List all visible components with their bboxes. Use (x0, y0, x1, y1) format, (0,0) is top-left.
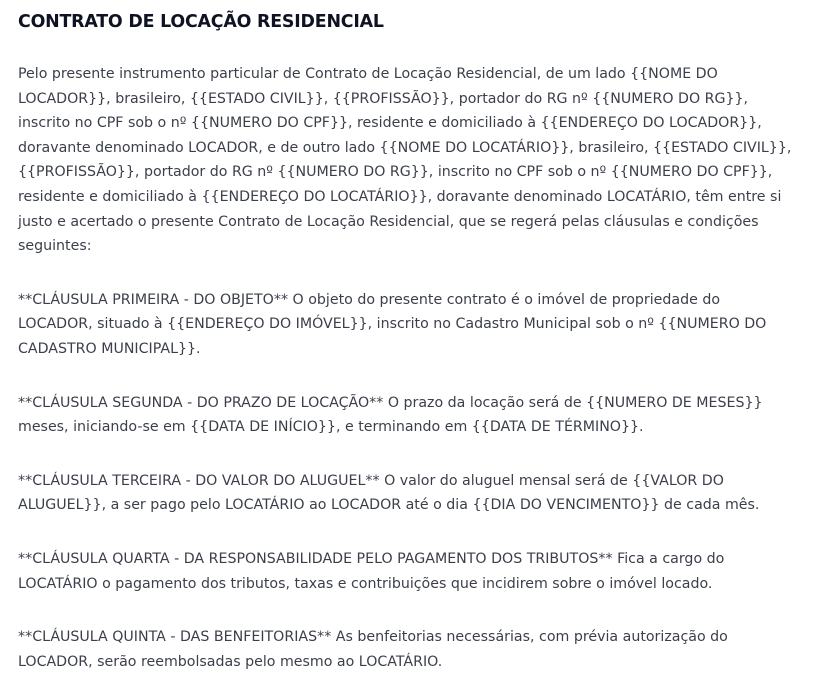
clause-quinta: **CLÁUSULA QUINTA - DAS BENFEITORIAS** As benfeitorias necessárias, com prévia autorização do LOCADOR, serão reembolsadas pelo mesmo ao LOCATÁRIO. (18, 629, 728, 670)
document-body (18, 8, 794, 674)
clause-terceira: **CLÁUSULA TERCEIRA - DO VALOR DO ALUGUEL** O valor do aluguel mensal será de {{VALOR DO ALUGUEL}}, a ser pago pelo LOCATÁRIO ao LOCADOR até o dia {{DIA DO VENCIMENTO}} de cada mês. (18, 472, 760, 514)
clause-segunda: **CLÁUSULA SEGUNDA - DO PRAZO DE LOCAÇÃO** O prazo da locação será de {{NUMERO DE MESES}} meses, iniciando-se em {{DATA DE INÍCIO}}, e terminando em {{DATA DE TÉRMINO}}. (18, 394, 763, 436)
clause-quarta: **CLÁUSULA QUARTA - DA RESPONSABILIDADE PELO PAGAMENTO DOS TRIBUTOS** Fica a cargo do LOCATÁRIO o pagamento dos tributos, taxas e contribuições que incidirem sobre o imóvel locado. (18, 550, 725, 592)
document-title: CONTRATO DE LOCAÇÃO RESIDENCIAL (18, 12, 384, 32)
clause-primeira: **CLÁUSULA PRIMEIRA - DO OBJETO** O objeto do presente contrato é o imóvel de propriedade do LOCADOR, situado à {{ENDEREÇO DO IMÓVEL}}, inscrito no Cadastro Municipal sob o nº {{NUMERO DO CADASTRO MUNICIPAL}}. (18, 291, 767, 357)
intro-paragraph: Pelo presente instrumento particular de Contrato de Locação Residencial, de um lado {{NOME DO LOCADOR}}, brasileiro, {{ESTADO CIVIL}}, {{PROFISSÃO}}, portador do RG nº {{NUMERO DO RG}}, inscrito no CPF sob o nº {{NUMERO DO CPF}}, residente e domiciliado à {{ENDEREÇO DO LOCADOR}}, doravante denominado LOCADOR, e de outro lado {{NOME DO LOCATÁRIO}}, brasileiro, {{ESTADO CIVIL}}, {{PROFISSÃO}}, portador do RG nº {{NUMERO DO RG}}, inscrito no CPF sob o nº {{NUMERO DO CPF}}, residente e domiciliado à {{ENDEREÇO DO LOCATÁRIO}}, doravante denominado LOCATÁRIO, têm entre si justo e acertado o presente Contrato de Locação Residencial, que se regerá pelas cláusulas e condições seguintes: (18, 66, 792, 255)
